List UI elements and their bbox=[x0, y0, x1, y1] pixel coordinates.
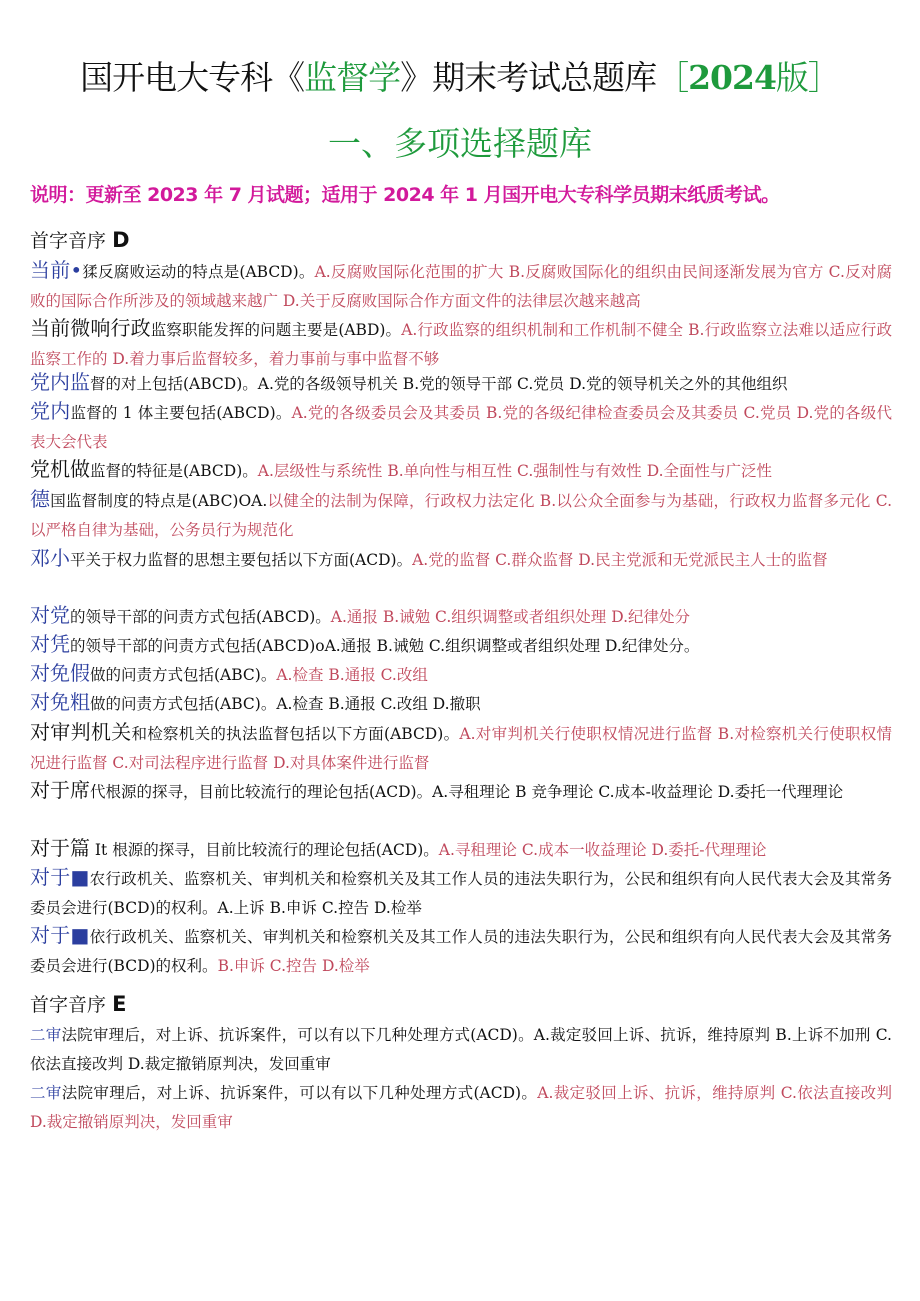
question-text: 和检察机关的执法监督包括以下方面(ABCD)。 bbox=[131, 725, 460, 743]
usage-note: 说明：更新至 2023 年 7 月试题；适用于 2024 年 1 月国开电大专科学员期末纸质考试。 bbox=[30, 184, 780, 206]
question-lead: 党内监 bbox=[30, 370, 90, 394]
title-edition: 版］ bbox=[775, 58, 840, 97]
question-text: 法院审理后，对上诉、抗诉案件，可以有以下几种处理方式(ACD)。A.裁定驳回上诉、抗诉，维持原判 B.上诉不加刑 C.依法直接改判 D.裁定撤销原判决，发回重审 bbox=[30, 1026, 892, 1073]
question-text: 的领导干部的问责方式包括(ABCD)oA.通报 B.诫勉 C.组织调整或者组织处理 D.纪律处分。 bbox=[70, 637, 700, 655]
question-item bbox=[30, 455, 892, 486]
question-lead: 对免粗 bbox=[30, 690, 90, 714]
question-lead: 德 bbox=[30, 487, 51, 511]
question-lead: 对免假 bbox=[30, 661, 90, 685]
question-item bbox=[30, 1079, 892, 1137]
question-text: 依行政机关、监察机关、审判机关和检察机关及其工作人员的违法失职行为，公民和组织有向人民代表大会及其常务委员会进行(BCD)的权利。 bbox=[30, 928, 892, 975]
question-lead: 对凭 bbox=[30, 632, 70, 656]
question-text: 国监督制度的特点是(ABC)OA. bbox=[50, 492, 268, 510]
title-year: 2024 bbox=[688, 58, 776, 97]
answer-text: A.裁定驳回上诉、抗诉，维持原判 C.依法直接改判 D.裁定撤销原判决，发回重审 bbox=[30, 1084, 892, 1131]
answer-text: A.对审判机关行使职权情况进行监督 B.对检察机关行使职权情况进行监督 C.对司法程序进行监督 D.对具体案件进行监督 bbox=[30, 725, 892, 772]
question-text: 猱反腐败运动的特点是(ABCD)。 bbox=[82, 263, 315, 281]
pinyin-section-header bbox=[30, 990, 126, 1017]
question-item bbox=[30, 776, 892, 807]
section-label: 首字音序 bbox=[30, 994, 107, 1016]
question-lead: 对于席 bbox=[30, 778, 90, 802]
question-item bbox=[30, 314, 892, 374]
question-lead: 当前• bbox=[30, 258, 83, 282]
answer-text: A.党的监督 C.群众监督 D.民主党派和无党派民主人士的监督 bbox=[412, 551, 828, 569]
question-text: 督的对上包括(ABCD)。A.党的各级领导机关 B.党的领导干部 C.党员 D.党的领导机关之外的其他组织 bbox=[90, 375, 788, 393]
answer-text: A.通报 B.诫勉 C.组织调整或者组织处理 D.纪律处分 bbox=[330, 608, 691, 626]
section-letter: D bbox=[112, 228, 130, 252]
question-item bbox=[30, 863, 892, 923]
question-lead: 对于■ bbox=[30, 865, 90, 889]
answer-text: A.行政监察的组织机制和工作机制不健全 B.行政监察立法难以适应行政监察工作的 D.着力事后监督较多，着力事前与事中监督不够 bbox=[30, 321, 893, 368]
question-lead: 邓小 bbox=[30, 546, 70, 570]
section-heading: 一、多项选择题库 bbox=[328, 124, 592, 163]
question-item bbox=[30, 834, 892, 865]
question-lead: 对于■ bbox=[30, 923, 90, 947]
question-item bbox=[30, 256, 892, 316]
question-item bbox=[30, 397, 892, 457]
section-label: 首字音序 bbox=[30, 230, 107, 252]
title-part: 》期末考试总题库 bbox=[400, 58, 657, 97]
question-lead: 党内 bbox=[30, 399, 71, 423]
question-item bbox=[30, 630, 892, 661]
question-text: 平关于权力监督的思想主要包括以下方面(ACD)。 bbox=[70, 551, 413, 569]
question-text: 监督的特征是(ABCD)。 bbox=[90, 462, 258, 480]
answer-text: B.申诉 C.控告 D.检举 bbox=[217, 957, 370, 975]
question-item bbox=[30, 601, 892, 632]
question-item bbox=[30, 921, 892, 981]
pinyin-section-header bbox=[30, 226, 130, 253]
answer-text: A.反腐败国际化范围的扩大 B.反腐败国际化的组织由民间逐渐发展为官方 C.反对腐败的国际合作所涉及的领域越来越广 D.关于反腐败国际合作方面文件的法律层次越来越高 bbox=[30, 263, 892, 310]
question-text: 做的问责方式包括(ABC)。 bbox=[90, 666, 277, 684]
section-letter: E bbox=[112, 992, 127, 1016]
question-item bbox=[30, 718, 892, 778]
question-item bbox=[30, 659, 892, 690]
question-text: 代根源的探寻，目前比较流行的理论包括(ACD)。A.寻租理论 B 竞争理论 C.成本-收益理论 D.委托一代理理论 bbox=[90, 783, 844, 801]
question-item bbox=[30, 368, 892, 399]
question-item bbox=[30, 485, 892, 545]
question-text: It 根源的探寻，目前比较流行的理论包括(ACD)。 bbox=[90, 841, 439, 859]
question-item bbox=[30, 544, 892, 575]
question-text: 的领导干部的问责方式包括(ABCD)。 bbox=[70, 608, 331, 626]
title-part: 国开电大专科《 bbox=[80, 58, 305, 97]
answer-text: A.层级性与系统性 B.单向性与相互性 C.强制性与有效性 D.全面性与广泛性 bbox=[257, 462, 773, 480]
question-lead: 对于篇 bbox=[30, 836, 90, 860]
question-lead: 对党 bbox=[30, 603, 70, 627]
question-text: 法院审理后，对上诉、抗诉案件，可以有以下几种处理方式(ACD)。 bbox=[61, 1084, 538, 1102]
question-text: 做的问责方式包括(ABC)。A.检查 B.通报 C.改组 D.撤职 bbox=[90, 695, 481, 713]
question-lead: 对审判机关 bbox=[30, 720, 132, 744]
question-text: 监督的 1 体主要包括(ABCD)。 bbox=[70, 404, 292, 422]
answer-text: 以健全的法制为保障，行政权力法定化 B.以公众全面参与为基础，行政权力监督多元化 C.以严格自律为基础，公务员行为规范化 bbox=[30, 492, 893, 539]
question-lead: 二审 bbox=[30, 1084, 62, 1102]
answer-text: A.寻租理论 C.成本一收益理论 D.委托-代理理论 bbox=[438, 841, 767, 859]
question-text: 监察职能发挥的问题主要是(ABD)。 bbox=[150, 321, 402, 339]
page-title bbox=[0, 52, 920, 99]
answer-text: A.检查 B.通报 C.改组 bbox=[276, 666, 428, 684]
question-lead: 二审 bbox=[30, 1026, 62, 1044]
answer-text: A.党的各级委员会及其委员 B.党的各级纪律检查委员会及其委员 C.党员 D.党的各级代表大会代表 bbox=[30, 404, 892, 451]
question-lead: 当前微响行政 bbox=[30, 316, 151, 340]
title-bracket: ［ bbox=[656, 58, 689, 97]
question-lead: 党机做 bbox=[30, 457, 90, 481]
question-text: 农行政机关、监察机关、审判机关和检察机关及其工作人员的违法失职行为，公民和组织有向人民代表大会及其常务委员会进行(BCD)的权利。A.上诉 B.申诉 C.控告 D.检举 bbox=[30, 870, 892, 917]
title-course-name: 监督学 bbox=[304, 58, 401, 97]
question-item bbox=[30, 1021, 892, 1079]
question-item bbox=[30, 688, 892, 719]
